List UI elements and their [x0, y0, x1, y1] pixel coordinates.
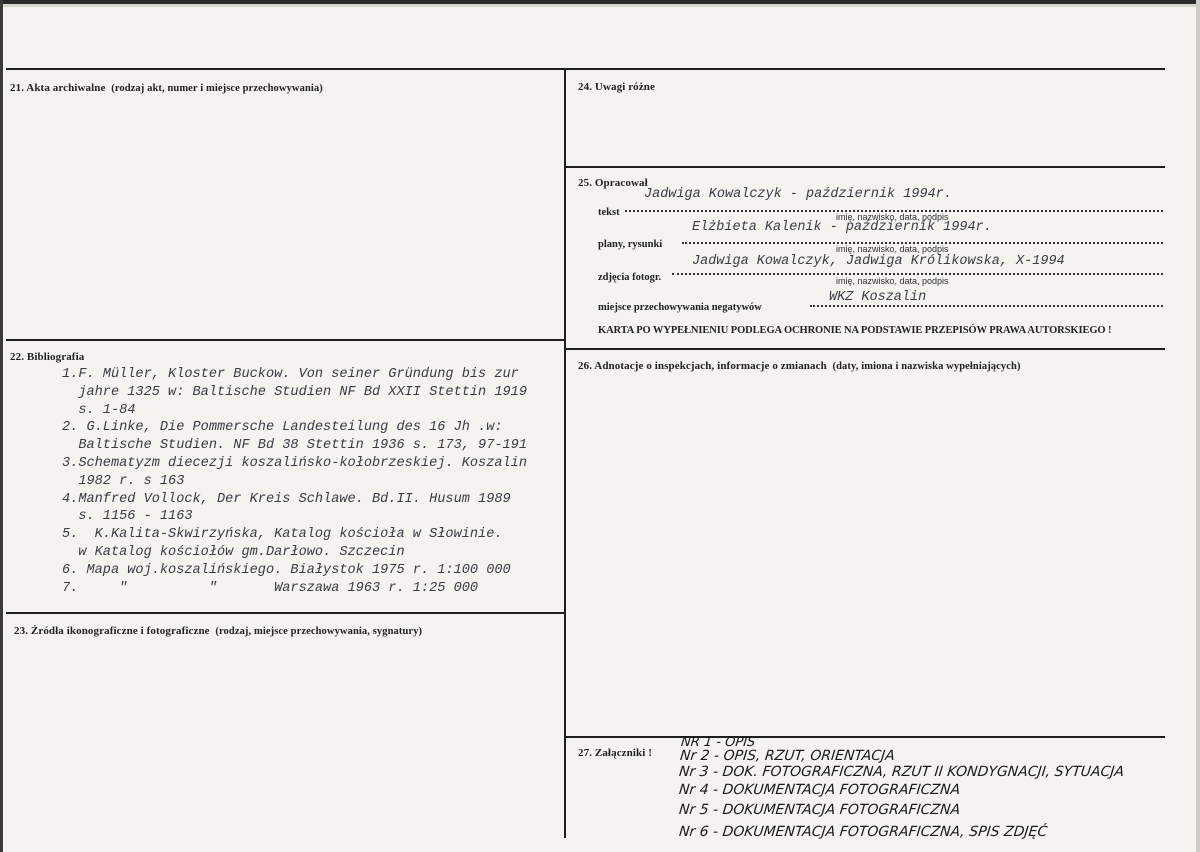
- negatives-location-label: miejsce przechowywania negatywów: [598, 302, 762, 313]
- copyright-notice: KARTA PO WYPEŁNIENIU PODLEGA OCHRONIE NA PODSTAWIE PRZEPISÓW PRAWA AUTORSKIEGO !: [598, 325, 1112, 336]
- bibliography-line: 6. Mapa woj.koszalińskiego. Białystok 1975 r. 1:100 000: [62, 562, 511, 578]
- section-22-label: 22. Bibliografia: [10, 351, 85, 363]
- rule-left-22-23: [6, 612, 565, 614]
- bibliography-line: 3.Schematyzm diecezji koszalińsko-kołobrzeskiej. Koszalin: [62, 455, 527, 471]
- rule-top: [6, 68, 1165, 70]
- photos-label: zdjęcia fotogr.: [598, 272, 662, 283]
- attachment-item: Nr 5 - DOKUMENTACJA FOTOGRAFICZNA: [678, 802, 961, 818]
- rule-right-26-27: [565, 736, 1165, 738]
- negatives-location-dotted-line: [810, 305, 1163, 307]
- paper-edge-top-shadow: [0, 4, 1200, 7]
- author-text-value: Jadwiga Kowalczyk - październik 1994r.: [644, 187, 952, 202]
- author-text-hint: imię, nazwisko, data, podpis: [836, 212, 949, 222]
- attachment-item: NR 1 - OPIS: [680, 735, 757, 750]
- section-21-title: 21. Akta archiwalne: [10, 82, 106, 94]
- author-text-label: tekst: [598, 207, 620, 218]
- section-23-title: 23. Źródła ikonograficzne i fotograficzne: [14, 625, 210, 637]
- bibliography-line: 2. G.Linke, Die Pommersche Landesteilung des 16 Jh .w:: [62, 420, 503, 436]
- bibliography-line: s. 1156 - 1163: [62, 509, 193, 525]
- attachment-item: Nr 6 - DOKUMENTACJA FOTOGRAFICZNA, SPIS ZDJĘĆ: [678, 824, 1049, 840]
- section-26-title: 26. Adnotacje o inspekcjach, informacje o zmianach: [578, 360, 827, 372]
- section-23-label: [14, 625, 422, 637]
- drawings-value: Elżbieta Kalenik - październik 1994r.: [692, 220, 992, 235]
- bibliography-line: 4.Manfred Vollock, Der Kreis Schlawe. Bd.II. Husum 1989: [62, 491, 511, 507]
- drawings-label: plany, rysunki: [598, 239, 663, 250]
- photos-hint: imię, nazwisko, data, podpis: [836, 276, 949, 286]
- section-25-label: 25. Opracował: [578, 177, 648, 189]
- photos-value: Jadwiga Kowalczyk, Jadwiga Królikowska, X-1994: [692, 254, 1065, 269]
- section-23-hint: (rodzaj, miejsce przechowywania, sygnatury): [215, 626, 423, 637]
- section-27-label: 27. Załączniki !: [578, 747, 653, 759]
- bibliography-line: Baltische Studien. NF Bd 38 Stettin 1936 s. 173, 97-191: [62, 438, 527, 454]
- section-26-label: [578, 360, 1021, 372]
- attachment-item: Nr 3 - DOK. FOTOGRAFICZNA, RZUT II KONDYGNACJI, SYTUACJA: [678, 764, 1125, 780]
- section-24-label: 24. Uwagi różne: [578, 81, 655, 93]
- drawings-hint: imię, nazwisko, data, podpis: [836, 244, 949, 254]
- bibliography-line: 1.F. Müller, Kloster Buckow. Von seiner Gründung bis zur: [62, 367, 519, 382]
- section-26-hint: (daty, imiona i nazwiska wypełniających): [832, 361, 1021, 372]
- attachment-item: Nr 2 - OPIS, RZUT, ORIENTACJA: [679, 748, 896, 764]
- bibliography-line: 5. K.Kalita-Skwirzyńska, Katalog kościoła w Słowinie.: [62, 527, 503, 543]
- section-21-hint: (rodzaj akt, numer i miejsce przechowywania): [111, 83, 323, 94]
- rule-right-25-26: [565, 348, 1165, 350]
- bibliography-line: 7. " " Warszawa 1963 r. 1:25 000: [62, 580, 479, 596]
- photos-dotted-line: [672, 273, 1163, 275]
- bibliography-line: w Katalog kościołów gm.Darłowo. Szczecin: [62, 544, 405, 560]
- attachment-item: Nr 4 - DOKUMENTACJA FOTOGRAFICZNA: [678, 782, 961, 798]
- paper-edge-right: [1196, 0, 1200, 852]
- negatives-location-value: WKZ Koszalin: [829, 290, 927, 305]
- rule-left-21-22: [6, 339, 565, 341]
- rule-right-24-25: [565, 166, 1165, 168]
- bibliography-list: [62, 366, 527, 597]
- bibliography-line: s. 1-84: [62, 402, 136, 418]
- bibliography-line: 1982 r. s 163: [62, 473, 185, 489]
- rule-center: [564, 68, 566, 838]
- paper-edge-left: [0, 0, 3, 852]
- bibliography-line: jahre 1325 w: Baltische Studien NF Bd XXII Stettin 1919: [62, 384, 527, 400]
- section-21-label: [10, 82, 323, 94]
